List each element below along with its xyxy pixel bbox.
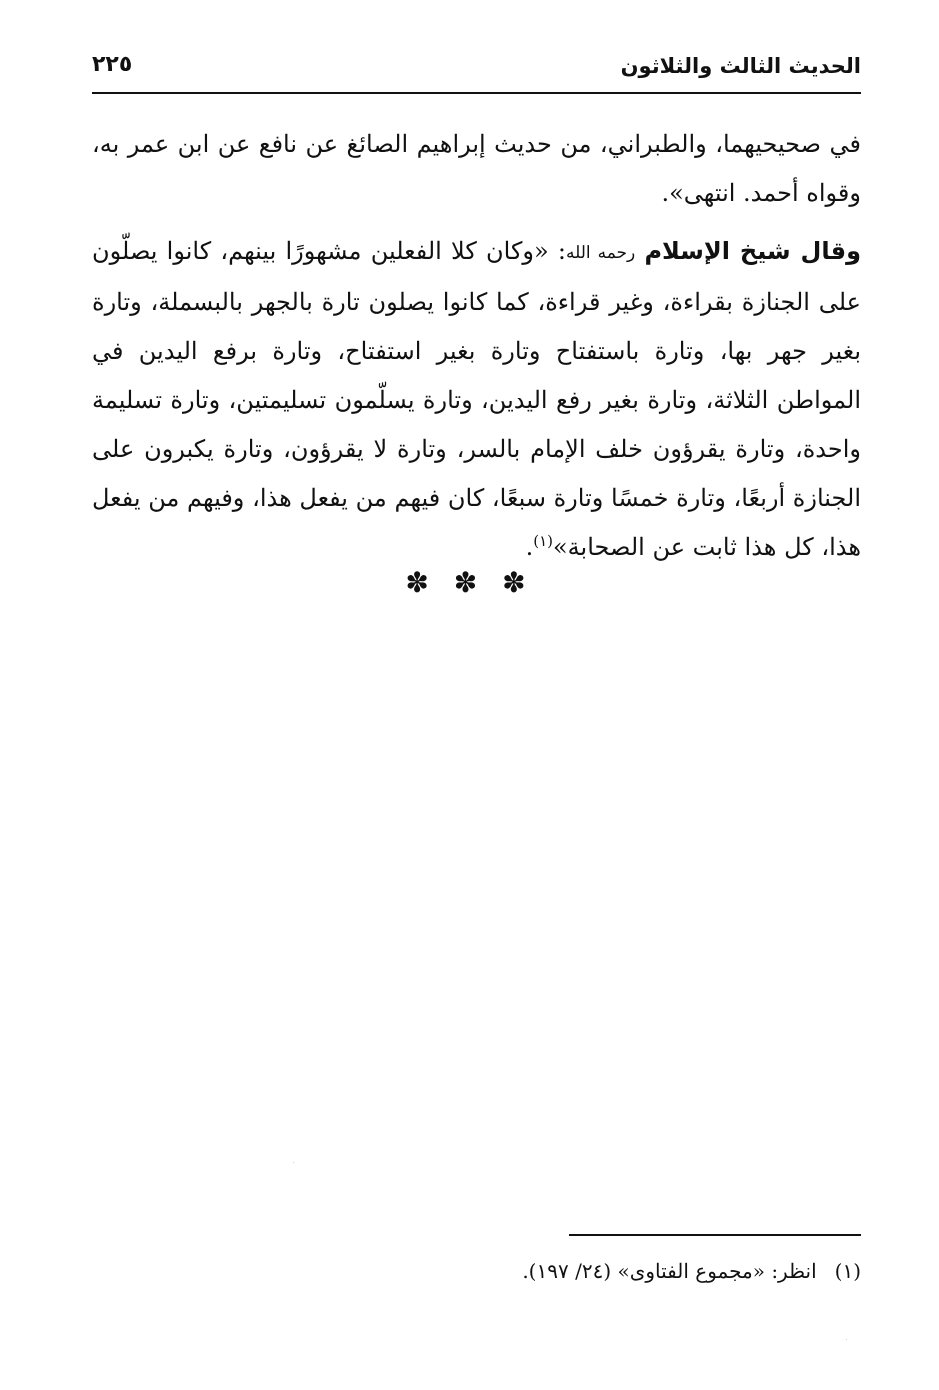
honorific-text: رحمه الله — [565, 243, 636, 263]
page-speck — [293, 1162, 294, 1163]
footnote-1 — [522, 1254, 861, 1288]
main-text — [92, 120, 861, 572]
quotation-text: : «وكان كلا الفعلين مشهورًا بينهم، كانوا يصلّون على الجنازة بقراءة، وغير قراءة، كما كانوا يصلون تارة بالجهر بالبسملة، وتارة بغير جهر بها، وتارة باستفتاح وتارة بغير استفتاح، وتارة برفع اليدين في المواطن الثلاثة، وتارة بغير رفع اليدين، وتارة يسلّمون تسليمتين، وتارة تسليمة واحدة، وتارة يقرؤون خلف الإمام بالسر، وتارة لا يقرؤون، وتارة يكبرون على الجنازة أربعًا، وتارة خمسًا وتارة سبعًا، كان فيهم من يفعل هذا، وفيهم من يفعل هذا، كل هذا ثابت عن الصحابة» — [92, 237, 861, 561]
section-ornament-icon: ✽ ✽ ✽ — [405, 566, 534, 599]
footnote-reference[interactable]: (١) — [533, 532, 553, 550]
footnote-text: انظر: «مجموع الفتاوى» (٢٤/ ١٩٧). — [522, 1259, 817, 1283]
sentence-end: . — [525, 533, 534, 561]
footnotes — [92, 1230, 861, 1290]
chapter-title: الحديث الثالث والثلاثون — [620, 54, 861, 78]
footnote-number: (١) — [834, 1259, 861, 1283]
page-header — [92, 44, 861, 94]
header-divider — [92, 92, 861, 94]
speaker-name: وقال شيخ الإسلام — [644, 237, 862, 265]
page-number: ٢٢٥ — [92, 52, 133, 77]
page-speck — [846, 1339, 847, 1340]
paragraph-2 — [92, 227, 861, 572]
paragraph-1: في صحيحيهما، والطبراني، من حديث إبراهيم الصائغ عن نافع عن ابن عمر به، وقواه أحمد. انتهى». — [92, 130, 861, 207]
footnote-divider — [569, 1234, 861, 1236]
